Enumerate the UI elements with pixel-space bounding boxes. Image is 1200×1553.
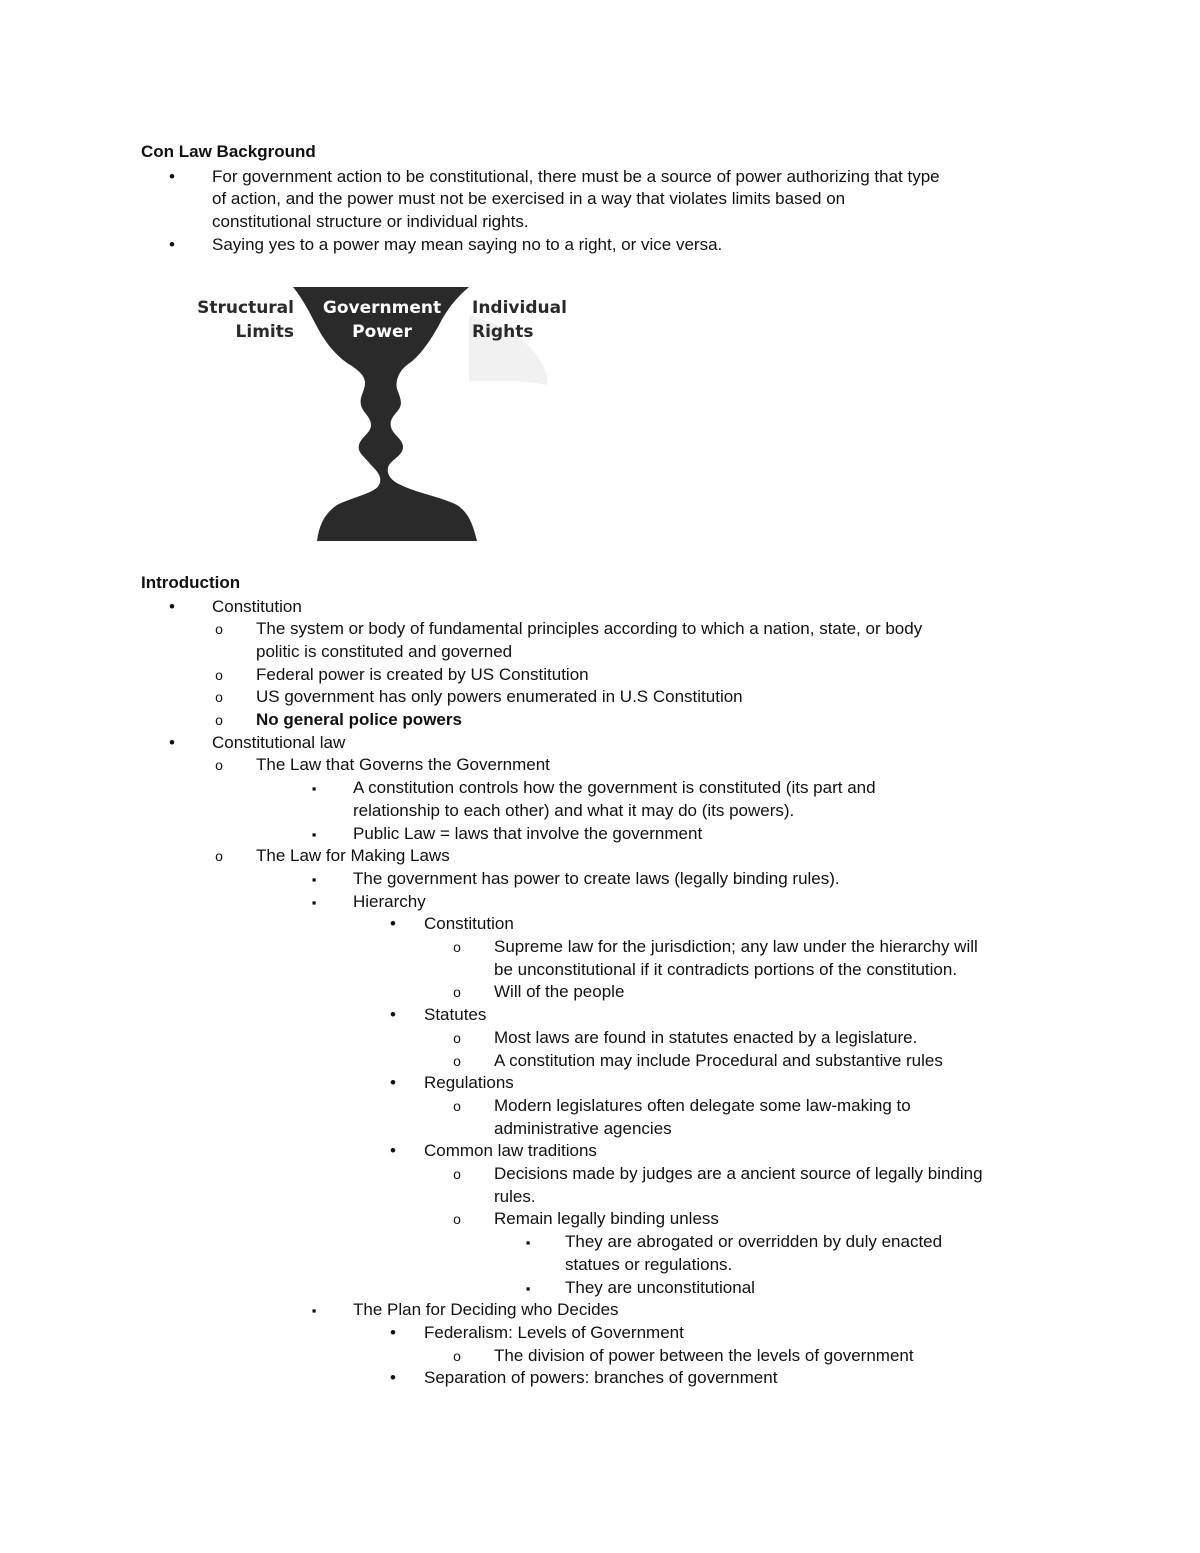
bullet-marker-icon <box>306 823 322 847</box>
bullet-marker-icon <box>164 596 180 619</box>
list-item-line: The government has power to create laws (legally binding rules). <box>353 868 840 888</box>
list-item-line: They are abrogated or overridden by duly enacted <box>565 1232 943 1252</box>
list-item-line: Most laws are found in statutes enacted by a legislature. <box>494 1027 918 1047</box>
list-item-line: Will of the people <box>494 982 625 1002</box>
list-item-line: Constitutional law <box>212 732 346 752</box>
list-item-line: Constitution <box>212 596 302 616</box>
list-item-line: The division of power between the levels of government <box>494 1345 914 1365</box>
list-item-line: The system or body of fundamental principles according to which a nation, state, or body <box>256 619 923 639</box>
bullet-marker-icon <box>385 913 401 936</box>
list-item-line: The Law that Governs the Government <box>256 755 550 775</box>
right-label-line2: Rights <box>472 322 534 342</box>
bullet-marker-icon <box>449 1095 465 1118</box>
list-item-line: statues or regulations. <box>565 1254 733 1274</box>
list-item-line: rules. <box>494 1186 536 1206</box>
list-item-line: Saying yes to a power may mean saying no to a right, or vice versa. <box>212 234 723 254</box>
bullet-marker-icon <box>449 1050 465 1073</box>
bullet-marker-icon <box>211 845 227 868</box>
list-item-line: administrative agencies <box>494 1118 672 1138</box>
list-item-line: Common law traditions <box>424 1141 597 1161</box>
bullet-marker-icon <box>385 1004 401 1027</box>
bullet-marker-icon <box>449 936 465 959</box>
bullet-marker-icon <box>385 1072 401 1095</box>
list-item-line: They are unconstitutional <box>565 1277 755 1297</box>
bullet-marker-icon <box>449 981 465 1004</box>
bullet-marker-icon <box>164 166 180 189</box>
bullet-marker-icon <box>211 664 227 687</box>
list-item-line: Statutes <box>424 1005 487 1025</box>
bullet-marker-icon <box>520 1231 536 1255</box>
list-item-line: Remain legally binding unless <box>494 1209 719 1229</box>
bullet-marker-icon <box>211 709 227 732</box>
list-item-line: A constitution may include Procedural and substantive rules <box>494 1050 943 1070</box>
bullet-marker-icon <box>306 868 322 892</box>
vase-faces-figure <box>197 285 567 543</box>
list-item-line: Constitution <box>424 914 514 934</box>
left-label-line2: Limits <box>235 322 294 342</box>
bullet-marker-icon <box>385 1322 401 1345</box>
center-label-line2: Power <box>352 322 412 342</box>
list-item-line: US government has only powers enumerated in U.S Constitution <box>256 687 743 707</box>
bullet-marker-icon <box>385 1140 401 1163</box>
list-item-line: Public Law = laws that involve the government <box>353 823 703 843</box>
bullet-marker-icon <box>520 1277 536 1301</box>
vase-faces-illustration <box>197 285 567 543</box>
list-item-line: The Law for Making Laws <box>256 846 450 866</box>
left-label-line1: Structural <box>197 298 294 318</box>
list-item-line: Regulations <box>424 1073 514 1093</box>
list-item-line: be unconstitutional if it contradicts portions of the constitution. <box>494 959 958 979</box>
bullet-marker-icon <box>164 732 180 755</box>
bullet-marker-icon <box>164 234 180 257</box>
list-item-line: Federal power is created by US Constitution <box>256 664 589 684</box>
bullet-marker-icon <box>306 891 322 915</box>
bullet-marker-icon <box>211 686 227 709</box>
list-item-line: Decisions made by judges are a ancient source of legally binding <box>494 1164 983 1183</box>
list-item-line: The Plan for Deciding who Decides <box>353 1300 619 1320</box>
right-label-line1: Individual <box>472 298 567 318</box>
list-item-line: of action, and the power must not be exercised in a way that violates limits based on <box>212 189 846 209</box>
list-item-line: No general police powers <box>256 710 462 729</box>
bullet-marker-icon <box>385 1367 401 1390</box>
center-label-line1: Government <box>322 298 442 318</box>
section-heading: Introduction <box>141 573 241 592</box>
list-item-line: relationship to each other) and what it may do (its powers). <box>353 800 795 820</box>
section-heading: Con Law Background <box>141 142 316 161</box>
list-item-line: Modern legislatures often delegate some law-making to <box>494 1095 911 1115</box>
bullet-marker-icon <box>449 1345 465 1368</box>
bullet-marker-icon <box>306 1299 322 1323</box>
list-item-line: A constitution controls how the government is constituted (its part and <box>353 778 876 798</box>
list-item-line: constitutional structure or individual rights. <box>212 211 529 231</box>
bullet-marker-icon <box>449 1163 465 1186</box>
list-item-line: Hierarchy <box>353 891 426 911</box>
list-item-line: Supreme law for the jurisdiction; any law under the hierarchy will <box>494 937 978 956</box>
bullet-marker-icon <box>449 1208 465 1231</box>
list-item-line: Separation of powers: branches of government <box>424 1368 778 1388</box>
list-item-line: For government action to be constitutional, there must be a source of power authorizing that type <box>212 166 940 186</box>
bullet-marker-icon <box>449 1027 465 1050</box>
list-item-line: Federalism: Levels of Government <box>424 1322 684 1342</box>
bullet-marker-icon <box>306 777 322 801</box>
bullet-marker-icon <box>211 754 227 777</box>
list-item-line: politic is constituted and governed <box>256 641 513 661</box>
bullet-marker-icon <box>211 618 227 641</box>
